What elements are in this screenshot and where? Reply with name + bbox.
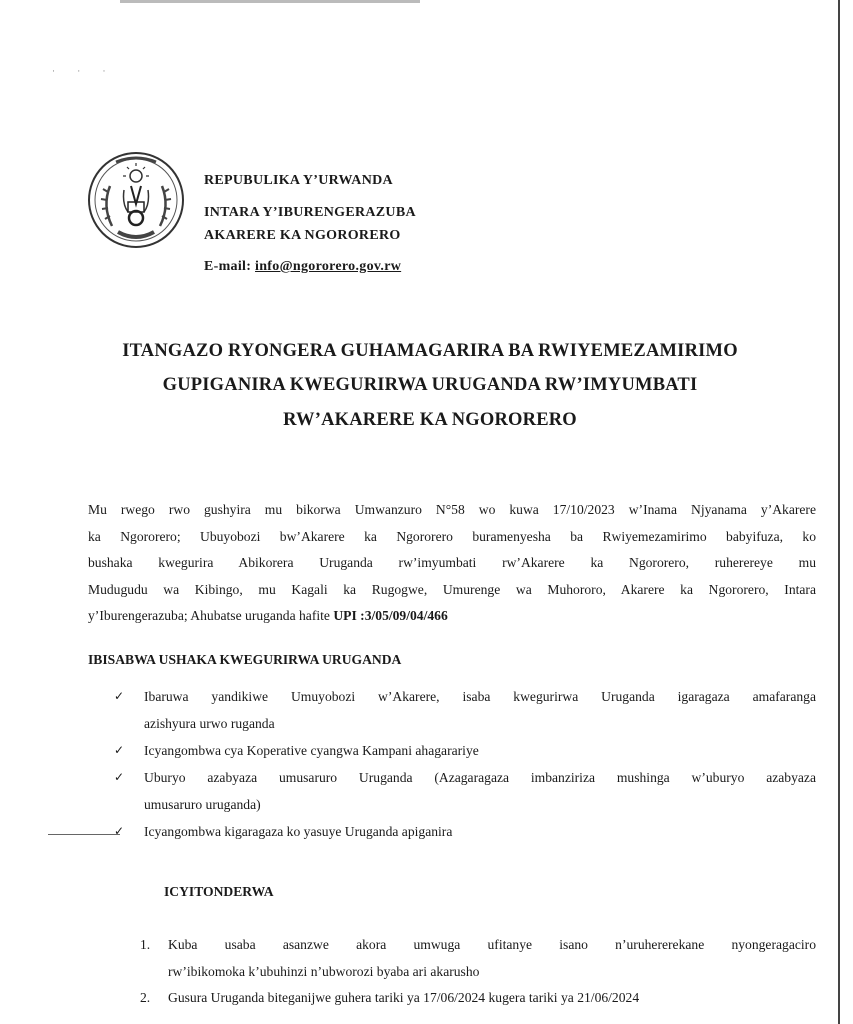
scan-artifact-right-edge xyxy=(838,0,840,1024)
list-item-text: umusaruro uruganda) xyxy=(144,797,261,812)
list-item-text: rw’ibikomoka k’ubuhinzi n’ubworozi byaba ari akarusho xyxy=(168,963,480,979)
list-item-text: Gusura Uruganda biteganijwe guhera tariki ya 17/06/2024 kugera tariki ya 21/06/2024 xyxy=(168,990,640,1005)
coat-of-arms-seal xyxy=(86,146,186,254)
annex-heading: ICYITONDERWA xyxy=(164,884,274,899)
title-line-3: RW’AKARERE KA NGORORERO xyxy=(283,410,577,430)
list-item-text: azishyura urwo ruganda xyxy=(144,716,275,731)
list-item-text: Icyangombwa kigaragaza ko yasuye Uruganda apiganira xyxy=(144,824,453,839)
title-line-2: GUPIGANIRA KWEGURIRWA URUGANDA RW’IMYUMBATI xyxy=(162,375,698,395)
intro-line-text: y’Iburengerazuba; Ahubatse uruganda hafite xyxy=(88,608,330,623)
scan-artifact-top xyxy=(120,0,420,3)
scan-artifact-left-line xyxy=(48,834,120,835)
checkmark-icon: ✓ xyxy=(114,689,125,703)
checkmark-icon: ✓ xyxy=(114,770,125,784)
list-item-text: Ibaruwa yandikiwe Umuyobozi w’Akarere, isaba kwegurirwa Uruganda igaragaza amafaranga xyxy=(144,689,816,704)
list-item xyxy=(114,737,816,764)
header-district: AKARERE KA NGORORERO xyxy=(204,228,401,243)
email-label: E-mail: xyxy=(204,259,252,274)
upi-number: UPI :3/05/09/04/466 xyxy=(333,608,448,623)
requirements-heading: IBISABWA USHAKA KWEGURIRWA URUGANDA xyxy=(88,652,402,667)
checkmark-icon: ✓ xyxy=(114,824,125,838)
notes-list xyxy=(140,932,816,1012)
intro-line: Mu rwego rwo gushyira mu bikorwa Umwanzuro N°58 wo kuwa 17/10/2023 w’Inama Njyanama y’Akarere xyxy=(88,502,816,517)
intro-line: ka Ngororero; Ubuyobozi bw’Akarere ka Ngororero buramenyesha ba Rwiyemezamirimo babyifuza, ko xyxy=(88,528,816,544)
list-item xyxy=(114,683,816,737)
intro-line: bushaka kwegurira Abikorera Uruganda rw’imyumbati rw’Akarere ka Ngororero, ruherereye mu xyxy=(88,555,816,570)
list-item xyxy=(140,932,816,985)
header-email xyxy=(204,259,401,275)
list-number: 2. xyxy=(140,990,151,1005)
list-item-text: Icyangombwa cya Koperative cyangwa Kampani ahagarariye xyxy=(144,743,479,758)
list-item-text: Uburyo azabyaza umusaruro Uruganda (Azagaragaza imbanziriza mushinga w’uburyo azabyaza xyxy=(144,770,816,785)
header-province: INTARA Y’IBURENGERAZUBA xyxy=(204,205,416,220)
list-item xyxy=(140,985,816,1012)
requirements-list xyxy=(114,683,816,845)
title-line-1: ITANGAZO RYONGERA GUHAMAGARIRA BA RWIYEMEZAMIRIMO xyxy=(122,341,738,361)
list-item xyxy=(114,764,816,818)
list-item xyxy=(114,818,816,845)
list-item-text: Kuba usaba asanzwe akora umwuga ufitanye isano n’uruhererekane nyongeragaciro xyxy=(168,937,816,952)
list-number: 1. xyxy=(140,937,151,952)
intro-line: Mudugudu wa Kibingo, mu Kagali ka Rugogwe, Umurenge wa Muhororo, Akarere ka Ngororero, Intara xyxy=(88,581,816,597)
checkmark-icon: ✓ xyxy=(114,743,125,757)
intro-paragraph xyxy=(88,497,816,630)
header-republic: REPUBULIKA Y’URWANDA xyxy=(204,173,393,188)
email-link[interactable]: info@ngororero.gov.rw xyxy=(255,259,402,274)
scan-artifact-dots: · · · xyxy=(52,66,116,76)
intro-line xyxy=(88,603,816,630)
